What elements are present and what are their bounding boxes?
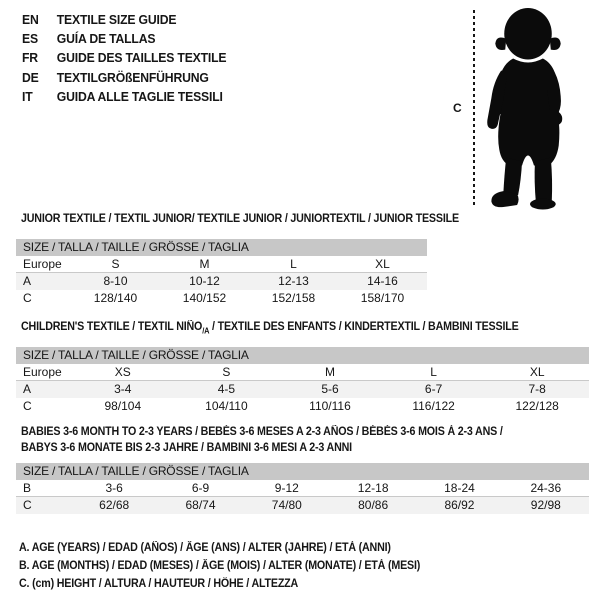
table-cell: 92/98 (530, 498, 561, 512)
table-cell: L (430, 365, 437, 379)
size-bar-label: SIZE / TALLA / TAILLE / GRÖSSE / TAGLIA (16, 463, 589, 480)
language-title: GUÍA DE TALLAS (56, 31, 156, 47)
table-cell: 74/80 (271, 498, 302, 512)
junior-size-table (16, 239, 427, 307)
language-title: TEXTILE SIZE GUIDE (56, 12, 177, 27)
table-cell: 3-6 (105, 481, 123, 495)
table-row-age (16, 381, 589, 398)
table-cell: 8-10 (103, 274, 128, 288)
table-cell: XS (114, 365, 131, 379)
footnote-height: C. (cm) HEIGHT / ALTURA / HAUTEUR / HÖHE / ALTEZZA (19, 578, 299, 591)
language-title: GUIDA ALLE TAGLIE TESSILI (56, 88, 223, 104)
language-title: TEXTILGRÖßENFÜHRUNG (56, 69, 209, 85)
table-cell: 14-16 (367, 274, 398, 288)
row-label: B (23, 481, 32, 495)
height-dashed-line (473, 10, 475, 206)
section-title-part: / TEXTILE DES ENFANTS / KINDERTEXTIL / BAMBINI TESSILE (209, 321, 519, 333)
size-bar-label: SIZE / TALLA / TAILLE / GRÖSSE / TAGLIA (16, 239, 427, 256)
language-code: ES (22, 31, 38, 47)
language-code: EN (22, 12, 39, 27)
size-bar-label: SIZE / TALLA / TAILLE / GRÖSSE / TAGLIA (16, 347, 589, 364)
table-cell: XL (529, 365, 545, 379)
table-cell: 116/122 (412, 399, 455, 413)
table-cell: 9-12 (274, 481, 299, 495)
row-label: A (23, 382, 32, 396)
table-cell: 12-13 (278, 274, 309, 288)
section-title-line: BABYS 3-6 MONATE BIS 2-3 JAHRE / BAMBINI 3-6 MESI A 2-3 ANNI (21, 441, 352, 454)
table-cell: 152/158 (271, 291, 316, 305)
row-label: C (23, 498, 32, 512)
children-size-table (16, 347, 589, 415)
table-cell: 62/68 (99, 498, 130, 512)
table-cell: 5-6 (321, 382, 339, 396)
table-cell: 6-7 (424, 382, 443, 396)
row-label: A (23, 274, 32, 288)
table-cell: 18-24 (444, 481, 475, 495)
babies-size-table (16, 463, 589, 514)
table-cell: 6-9 (191, 481, 210, 495)
language-code: FR (22, 50, 38, 66)
toddler-silhouette-icon (479, 7, 579, 210)
table-cell: 110/116 (309, 399, 351, 413)
table-cell: 12-18 (357, 481, 389, 495)
table-row-age (16, 273, 427, 290)
row-label: Europe (23, 365, 62, 379)
table-cell: 3-4 (114, 382, 132, 396)
language-row-fr (22, 48, 226, 67)
table-cell: 80/86 (358, 498, 389, 512)
language-row-de (22, 68, 226, 87)
table-row-sizes (16, 364, 589, 381)
table-row-height (16, 497, 589, 514)
footnote-age-months: B. AGE (MONTHS) / EDAD (MESES) / ÂGE (MOIS) / ALTER (MONATE) / ETÀ (MESI) (19, 560, 421, 573)
table-row-months (16, 480, 589, 497)
section-title-babies (21, 425, 503, 456)
language-row-it (22, 87, 226, 106)
table-cell: 86/92 (444, 498, 475, 512)
height-measure-label: C (453, 101, 462, 115)
table-cell: 158/170 (360, 291, 405, 305)
section-title-line: JUNIOR TEXTILE / TEXTIL JUNIOR/ TEXTILE JUNIOR / JUNIORTEXTIL / JUNIOR TESSILE (21, 213, 459, 225)
language-code: DE (22, 69, 39, 85)
row-label: C (23, 399, 32, 413)
footnote-age-years: A. AGE (YEARS) / EDAD (AÑOS) / ÂGE (ANS) / ALTER (JAHRE) / ETÀ (ANNI) (19, 542, 391, 554)
section-title-subscript: /A (202, 326, 210, 336)
language-row-en (22, 10, 226, 29)
table-cell: 104/110 (205, 399, 248, 413)
table-cell: 68/74 (185, 498, 216, 512)
table-cell: XL (375, 257, 390, 271)
table-cell: 4-5 (217, 382, 236, 396)
table-cell: 122/128 (515, 399, 559, 413)
table-cell: 128/140 (93, 291, 138, 305)
table-cell: S (222, 365, 231, 379)
language-title-list (22, 10, 239, 106)
section-title-part: CHILDREN'S TEXTILE / TEXTIL NIÑO (21, 321, 203, 333)
row-label: C (23, 291, 32, 305)
footnote-legend (19, 539, 450, 594)
table-row-height (16, 398, 589, 415)
table-row-height (16, 290, 427, 307)
row-label: Europe (23, 257, 62, 271)
table-cell: 140/152 (182, 291, 227, 305)
language-row-es (22, 29, 226, 48)
section-title-children (21, 320, 519, 339)
table-cell: 98/104 (104, 399, 142, 413)
table-cell: 10-12 (189, 274, 220, 288)
section-title-junior (21, 212, 459, 228)
table-cell: M (324, 365, 335, 379)
section-title-line: BABIES 3-6 MONTH TO 2-3 YEARS / BEBÉS 3-6 MESES A 2-3 AÑOS / BÉBÉS 3-6 MOIS À 2-3 ANS / (21, 426, 503, 438)
table-cell: L (290, 257, 297, 271)
table-cell: 24-36 (530, 481, 562, 495)
table-cell: S (111, 257, 120, 271)
table-cell: 7-8 (528, 382, 546, 396)
language-title: GUIDE DES TAILLES TEXTILE (56, 50, 227, 66)
table-row-sizes (16, 256, 427, 273)
language-code: IT (22, 88, 33, 104)
table-cell: M (199, 257, 210, 271)
